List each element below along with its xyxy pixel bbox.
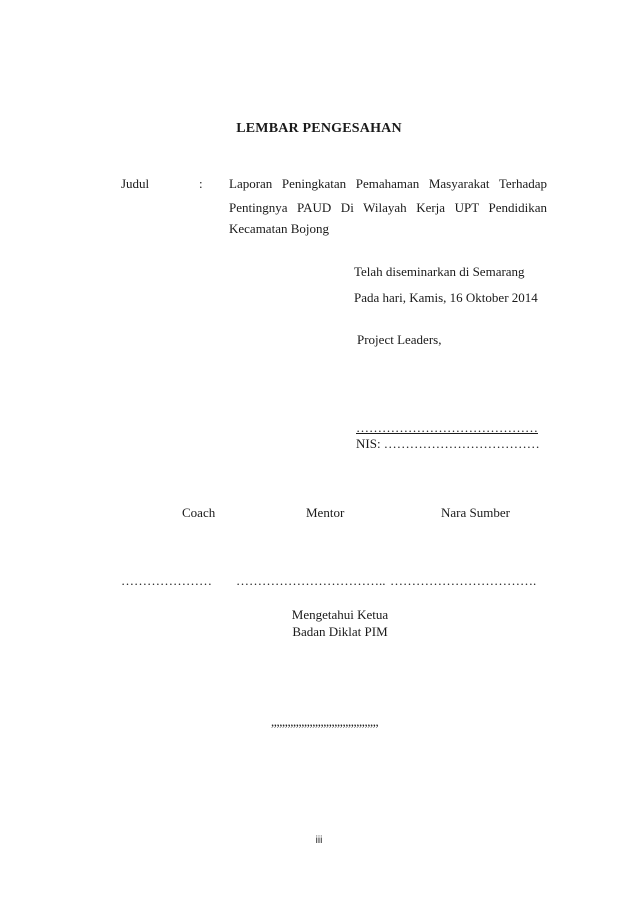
- mengetahui-line-2: Badan Diklat PIM: [292, 624, 388, 639]
- ketua-signature-line: ,,,,,,,,,,,,,,,,,,,,,,,,,,,,,,,,,,,,,,,: [271, 714, 379, 729]
- judul-colon: :: [199, 176, 203, 191]
- mengetahui-line-1: Mengetahui Ketua: [291, 607, 389, 622]
- judul-line-1: Laporan Peningkatan Pemahaman Masyarakat Terhadap: [229, 176, 547, 191]
- mentor-signature-line: ……………………………..: [236, 573, 386, 588]
- nara-sumber-signature-line: …………………………….: [390, 573, 537, 588]
- coach-signature-line: …………………: [121, 573, 212, 588]
- coach-label: Coach: [182, 505, 216, 520]
- seminar-location: Telah diseminarkan di Semarang: [354, 264, 525, 279]
- judul-line-2: Pentingnya PAUD Di Wilayah Kerja UPT Pendidikan: [229, 200, 547, 215]
- seminar-date: Pada hari, Kamis, 16 Oktober 2014: [354, 290, 538, 305]
- judul-label: Judul: [121, 176, 150, 191]
- project-leaders-label: Project Leaders,: [357, 332, 442, 347]
- page-number: iii: [315, 835, 323, 846]
- project-leader-nis: NIS: ………………………………: [356, 436, 540, 451]
- nara-sumber-label: Nara Sumber: [441, 505, 510, 520]
- mentor-label: Mentor: [306, 505, 345, 520]
- project-leader-signature-line: ……………………………………: [356, 420, 538, 435]
- document-title: LEMBAR PENGESAHAN: [236, 121, 402, 136]
- judul-line-3: Kecamatan Bojong: [229, 221, 329, 236]
